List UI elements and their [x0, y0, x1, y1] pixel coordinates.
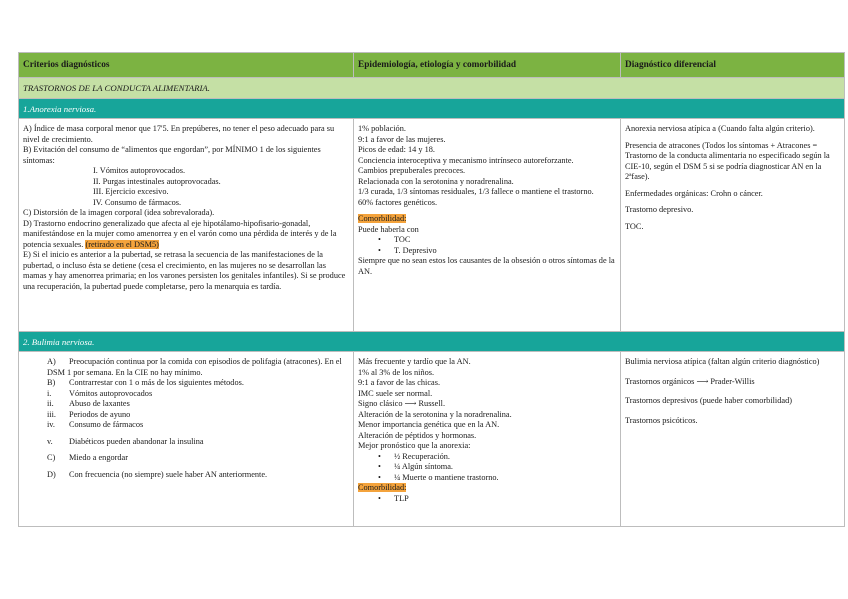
anorexia-criteria-cell: [19, 119, 354, 332]
criterion-label: ii.: [47, 399, 54, 408]
comorbidity-label-highlight: Comorbilidad:: [358, 214, 407, 223]
criterion-label: v.: [47, 436, 53, 446]
criterion-b-item: I. Vómitos autoprovocados.: [93, 166, 186, 175]
criterion-text: Periodos de ayuno: [69, 409, 131, 419]
dd-item: Trastornos psicóticos.: [625, 415, 698, 425]
header-criteria: Criterios diagnósticos: [19, 53, 354, 78]
epi-line: 9:1 a favor de las mujeres.: [358, 134, 446, 144]
anorexia-differential-cell: [621, 119, 845, 332]
epi-line: Alteración de péptidos y hormonas.: [358, 430, 477, 440]
diagnostic-table: [18, 52, 845, 527]
prognosis-item: [358, 473, 616, 484]
criterion-text: Preocupación continua por la comida con episodios de polifagia (atracones). En el DSM 1 por semana. En la CIE no hay mínimo.: [47, 357, 342, 377]
epi-line: Signo clásico ⟶ Russell.: [358, 399, 446, 408]
criterion-label: i.: [47, 388, 52, 398]
criterion-a: A) Índice de masa corporal menor que 17'5. En prepúberes, no tener el peso adecuado para su nivel de crecimiento.: [23, 124, 335, 144]
section-row: [19, 78, 845, 99]
criterion-d: [23, 219, 349, 251]
bulimia-title: 2. Bulimia nerviosa.: [19, 332, 845, 352]
anorexia-title: 1.Anorexia nerviosa.: [19, 99, 845, 119]
bulimia-criterion: [23, 437, 349, 448]
anorexia-title-row: [19, 99, 845, 119]
header-epidemiology: Epidemiología, etiología y comorbilidad: [354, 53, 621, 78]
epi-line: Menor importancia genética que en la AN.: [358, 420, 500, 429]
criterion-b-item: IV. Consumo de fármacos.: [93, 197, 182, 207]
bullet-icon: •: [378, 462, 381, 471]
criterion-text: Diabéticos pueden abandonar la insulina: [69, 436, 204, 446]
dd-item: Trastorno depresivo.: [625, 205, 694, 214]
bulimia-title-row: [19, 332, 845, 352]
comorbidity-item-text: TOC: [394, 235, 411, 244]
criterion-e: E) Si el inicio es anterior a la pubertad, se retrasa la secuencia de las manifestaciones de la pubertad, o incluso ésta se detiene (cesa el crecimiento, en las mujeres no se desarrollan las mamas y hay amenorrea primaria; en los varones persisten los genitales infantiles). Si se produce una recuperación, la pubertad puede completarse, pero la menarquia es tardía.: [23, 250, 346, 291]
bulimia-criterion: [23, 399, 349, 410]
comorbidity-item-text: T. Depresivo: [394, 245, 437, 255]
epi-line: Relacionada con la serotonina y noradrenalina.: [358, 176, 514, 186]
anorexia-epidemiology-cell: [354, 119, 621, 332]
prognosis-text: ¼ Algún síntoma.: [394, 462, 454, 471]
criterion-text: Consumo de fármacos: [69, 420, 144, 429]
criterion-label: iv.: [47, 420, 55, 429]
bulimia-criterion: [23, 410, 349, 421]
epi-line: 9:1 a favor de las chicas.: [358, 378, 441, 387]
anorexia-row: [19, 119, 845, 332]
bulimia-criterion: [23, 389, 349, 400]
bullet-icon: •: [378, 245, 381, 255]
section-title: TRASTORNOS DE LA CONDUCTA ALIMENTARIA.: [19, 78, 845, 99]
bulimia-criterion: [23, 378, 349, 389]
epi-line: Picos de edad: 14 y 18.: [358, 145, 435, 154]
prognosis-text: ½ Recuperación.: [394, 451, 450, 461]
criterion-label: A): [47, 357, 56, 366]
dd-item: Trastornos orgánicos ⟶ Prader-Willis: [625, 376, 755, 386]
epi-line: 60% factores genéticos.: [358, 197, 438, 207]
comorbidity-item-text: TLP: [394, 493, 409, 503]
criterion-label: C): [47, 453, 56, 462]
bullet-icon: •: [378, 451, 381, 461]
bullet-icon: •: [378, 493, 381, 503]
bulimia-criteria-cell: [19, 352, 354, 527]
dd-item: Bulimia nerviosa atípica (faltan algún criterio diagnóstico): [625, 357, 820, 366]
prognosis-item: [358, 452, 616, 463]
criterion-text: Miedo a engordar: [69, 453, 128, 462]
epi-line: Más frecuente y tardío que la AN.: [358, 357, 471, 366]
dd-item: TOC.: [625, 221, 644, 231]
dd-item: Anorexia nerviosa atípica a (Cuando falta algún criterio).: [625, 124, 815, 133]
bullet-icon: •: [378, 472, 381, 482]
comorbidity-intro: Puede haberla con: [358, 224, 419, 234]
criterion-text: Abuso de laxantes: [69, 399, 130, 408]
epi-line: 1% al 3% de los niños.: [358, 367, 435, 377]
comorbidity-item: [358, 494, 616, 505]
comorbidity-item: [358, 246, 616, 257]
bullet-icon: •: [378, 235, 381, 244]
criterion-c: C) Distorsión de la imagen corporal (idea sobrevalorada).: [23, 208, 215, 217]
bulimia-criterion: [23, 420, 349, 431]
comorbidity-label: [358, 214, 616, 225]
epi-line: Alteración de la serotonina y la noradrenalina.: [358, 409, 512, 419]
epi-line: Conciencia interoceptiva y mecanismo intrínseco autoreforzante.: [358, 155, 574, 165]
bulimia-epidemiology-cell: [354, 352, 621, 527]
criterion-label: D): [47, 469, 56, 479]
bulimia-row: [19, 352, 845, 527]
dd-item: Presencia de atracones (Todos los síntomas + Atracones = Trastorno de la conducta alimentaria no especificado según la CIE-10, según el DSM 5 si se podría diagnosticar AN en la 2ªfase).: [625, 140, 830, 181]
criterion-text: Con frecuencia (no siempre) suele haber AN anteriormente.: [69, 469, 268, 479]
bulimia-criterion: [23, 453, 349, 464]
bulimia-criterion: [23, 357, 349, 378]
criterion-d-text: D) Trastorno endocrino generalizado que afecta al eje hipotálamo-hipofisario-gonadal, manifestándose en la mujer como amenorrea y en el varón como una pérdida de interés y de la potencia sexuales.: [23, 218, 337, 249]
epi-line: Cambios prepuberales precoces.: [358, 166, 466, 175]
bulimia-differential-cell: [621, 352, 845, 527]
criterion-text: Vómitos autoprovocados: [69, 388, 153, 398]
prognosis-text: ¼ Muerte o mantiene trastorno.: [394, 472, 499, 482]
prognosis-item: [358, 462, 616, 473]
criterion-label: B): [47, 378, 56, 387]
criterion-label: iii.: [47, 409, 56, 419]
header-row: [19, 53, 845, 78]
criterion-b-item: II. Purgas intestinales autoprovocadas.: [93, 176, 221, 186]
dd-item: Enfermedades orgánicas: Crohn o cáncer.: [625, 188, 763, 198]
comorbidity-label: [358, 483, 616, 494]
epi-line: IMC suele ser normal.: [358, 388, 433, 398]
comorbidity-item: [358, 235, 616, 246]
criterion-b-item: III. Ejercicio excesivo.: [93, 187, 169, 196]
criterion-b: B) Evitación del consumo de “alimentos que engordan”, por MÍNIMO 1 de los siguientes síntomas:: [23, 145, 321, 165]
header-differential: Diagnóstico diferencial: [621, 53, 845, 78]
dsm5-note-highlight: (retirado en el DSM5): [85, 239, 159, 249]
epi-line: 1% población.: [358, 124, 406, 133]
epi-line: 1/3 curada, 1/3 síntomas residuales, 1/3 fallece o mantiene el trastorno.: [358, 187, 594, 196]
criterion-text: Contrarrestar con 1 o más de los siguientes métodos.: [69, 378, 244, 387]
comorbidity-note: Siempre que no sean estos los causantes de la obsesión o otros síntomas de la AN.: [358, 256, 615, 276]
comorbidity-label-highlight: Comorbilidad:: [358, 483, 407, 492]
dd-item: Trastornos depresivos (puede haber comorbilidad): [625, 396, 792, 405]
bulimia-criterion: [23, 470, 349, 481]
epi-line: Mejor pronóstico que la anorexia:: [358, 441, 471, 450]
